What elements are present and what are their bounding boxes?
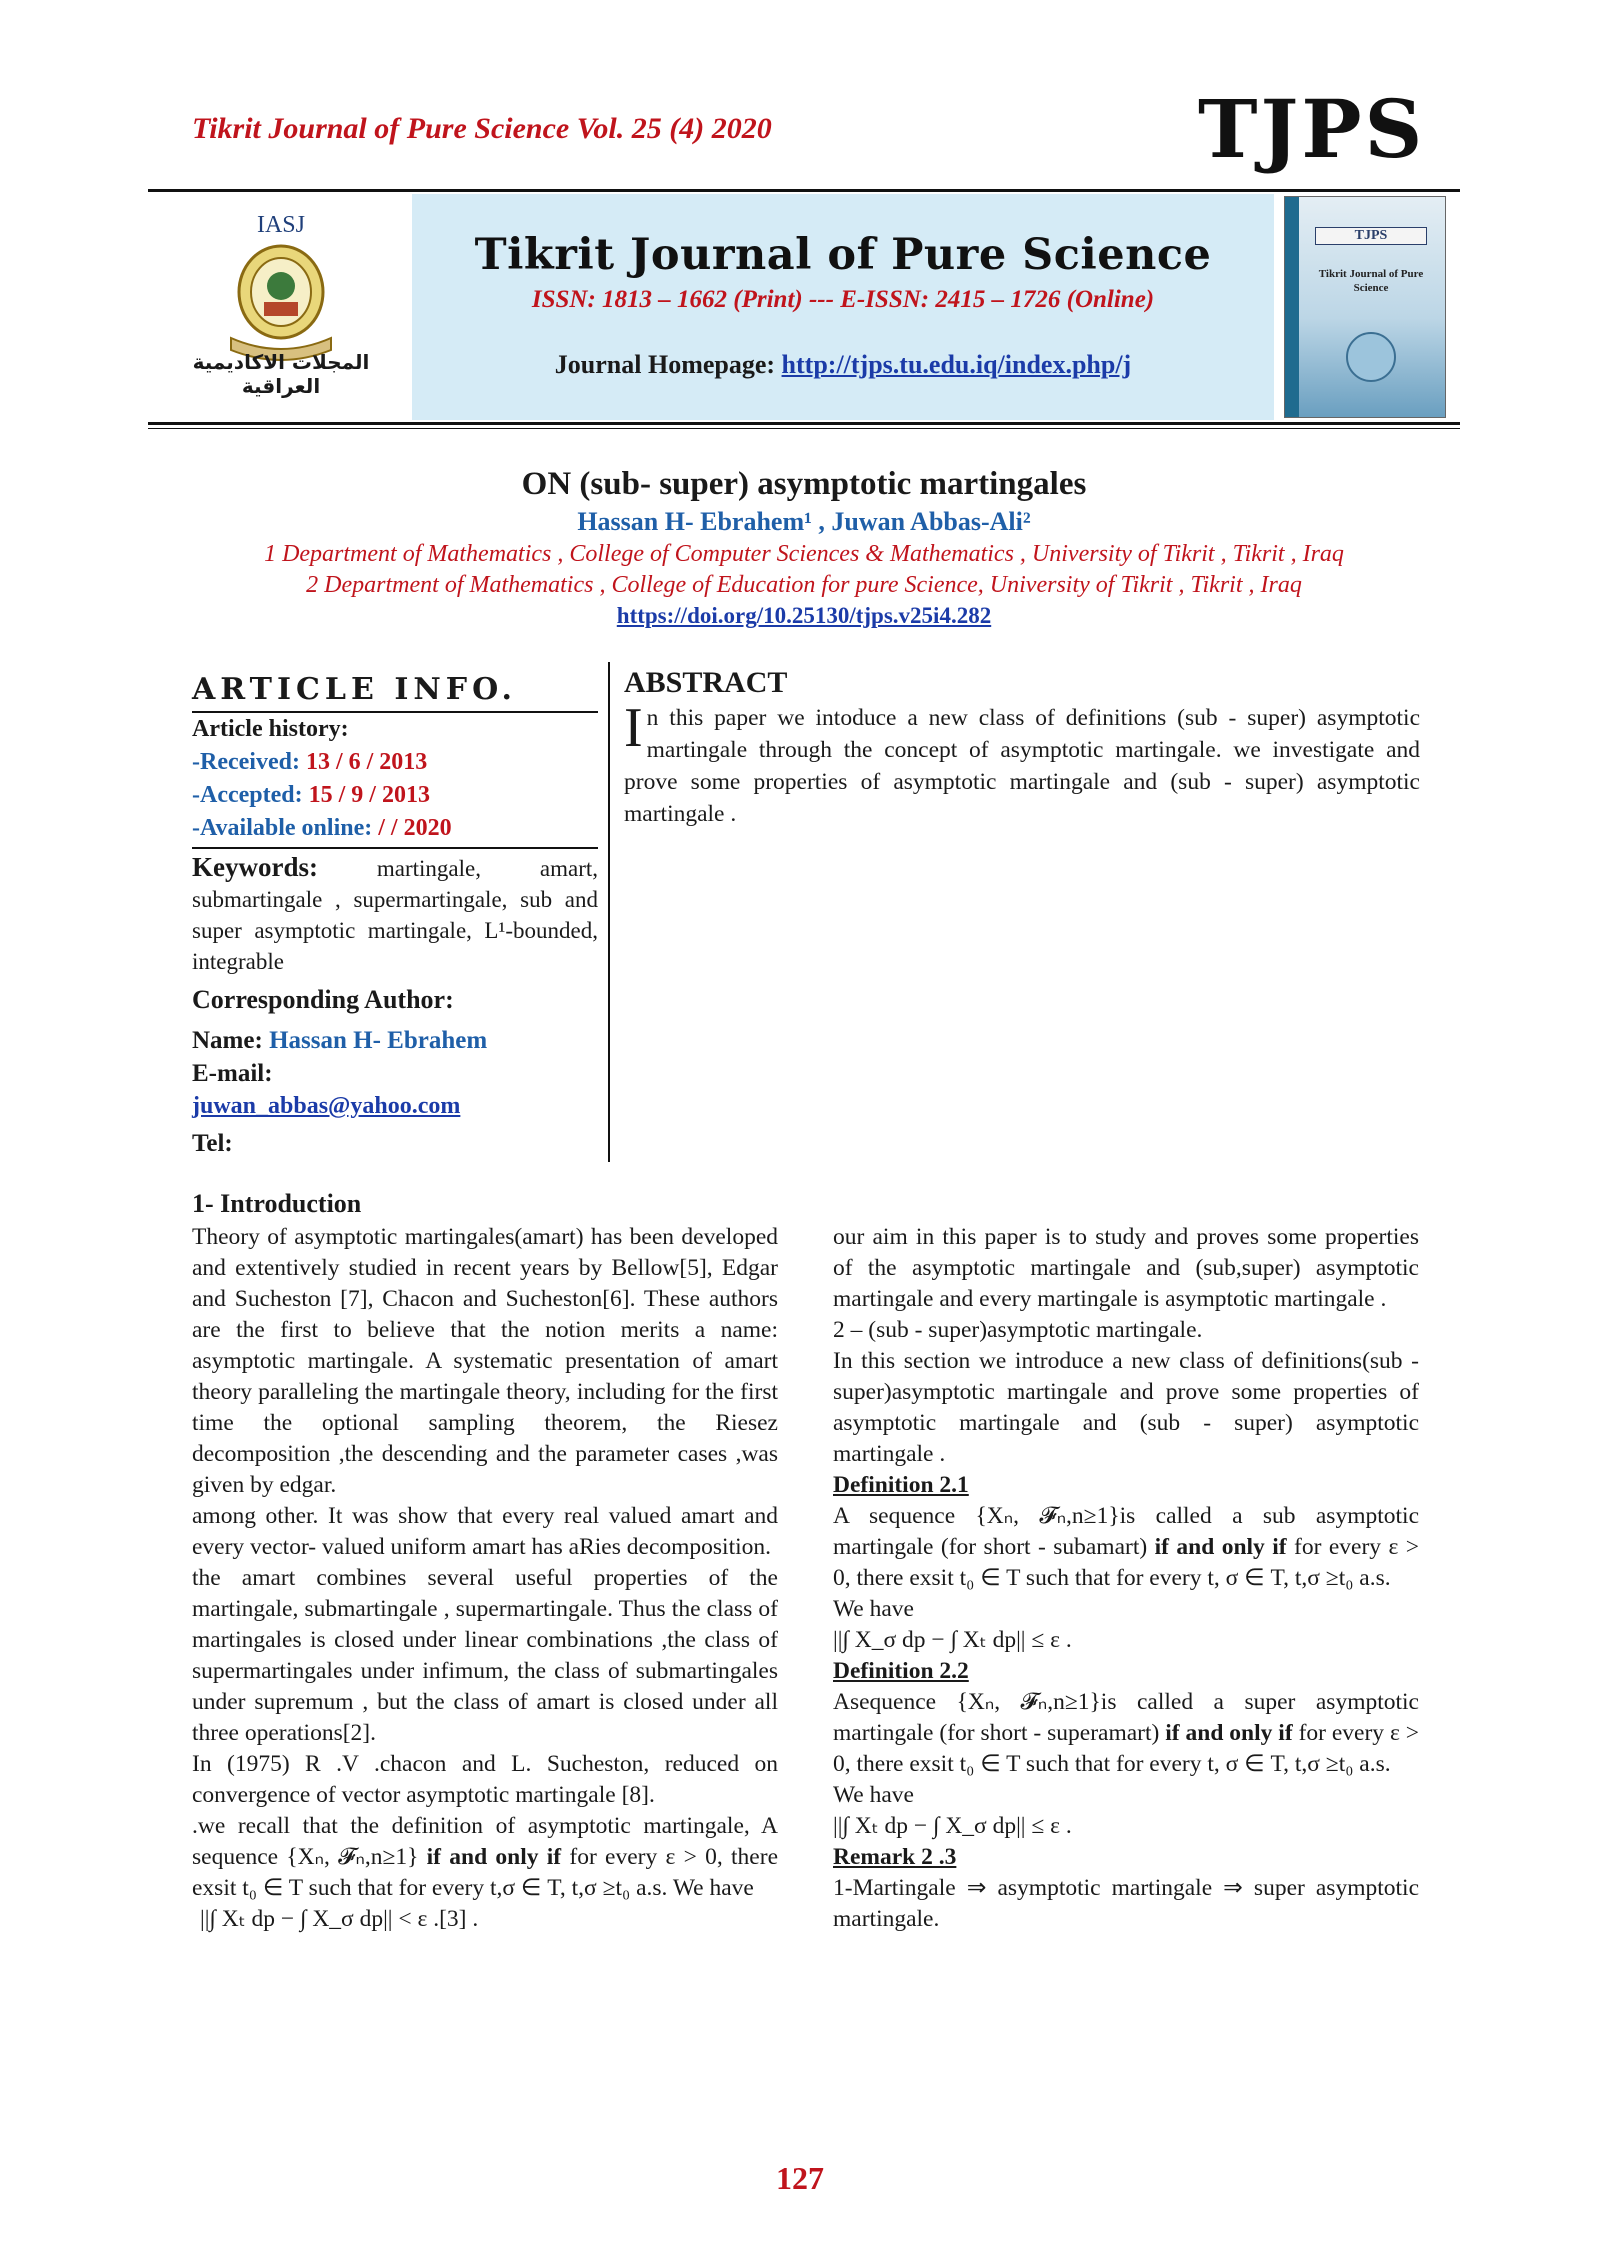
- definition-2-2-text: [833, 1687, 1419, 1780]
- online-row: [192, 815, 452, 842]
- keywords-label: Keywords:: [192, 852, 318, 882]
- we-have-text: We have: [833, 1782, 914, 1808]
- banner-title: Tikrit Journal of Pure Science: [474, 230, 1212, 280]
- accepted-row: [192, 782, 430, 809]
- banner-issn: ISSN: 1813 – 1662 (Print) --- E-ISSN: 2415 – 1726 (Online): [531, 286, 1155, 313]
- intro-paragraph: Theory of asymptotic martingales(amart) has been developed and extentively studied in recent years by Bellow[5], Edgar and Sucheston [7], Chacon and Sucheston[6]. These authors are the first to believe that the notion merits a name: asymptotic martingale. A systematic presentation of amart theory paralleling the martingale theory, including for the first time the optional sampling theorem, the Riesez decomposition ,the descending and the parameter cases ,was given by edgar.: [192, 1224, 778, 1498]
- online-value: / / 2020: [378, 815, 452, 841]
- journal-cover-image: [1284, 196, 1446, 418]
- definition-text: for every ε > 0, there exsit t₀ ∈ T such that for every t, σ ∈ T, t,σ ≥t₀ a.s.: [833, 1534, 1419, 1591]
- article-info-rule: [192, 711, 598, 713]
- accepted-value: 15 / 9 / 2013: [308, 782, 430, 808]
- doi: [148, 603, 1460, 629]
- abstract-heading: ABSTRACT: [624, 666, 788, 699]
- left-column: [192, 1222, 778, 1935]
- remark-2-3-heading: Remark 2 .3: [833, 1844, 957, 1870]
- abstract-text: n this paper we intoduce a new class of definitions (sub - super) asymptotic martingale through the concept of asymptotic martingale. we investigate and prove some properties of asymptotic martingale and (sub - super) asymptotic martingale .: [624, 705, 1420, 827]
- received-row: [192, 749, 427, 776]
- name-row: [192, 1027, 487, 1055]
- iasj-logo-label: IASJ: [256, 212, 305, 238]
- keywords-block: [192, 852, 598, 977]
- history-label: Article history:: [192, 716, 349, 742]
- intro-paragraph: among other. It was show that every real valued amart and every vector- valued uniform amart has aRies decomposition.: [192, 1503, 778, 1560]
- article-info-divider: [608, 662, 610, 1162]
- article-title: ON (sub- super) asymptotic martingales: [521, 466, 1087, 502]
- page-number: 127: [776, 2160, 824, 2196]
- abstract-body: [624, 697, 1420, 830]
- iff-bold: if and only if: [426, 1844, 562, 1870]
- homepage-label: Journal Homepage:: [554, 350, 782, 379]
- remark-2-3-text: 1-Martingale ⇒ asymptotic martingale ⇒ super asymptotic martingale.: [833, 1875, 1419, 1932]
- keywords-value: martingale, amart, submartingale , supermartingale, sub and super asymptotic martingale, L¹-bounded, integrable: [192, 856, 598, 974]
- intro-definition-text: .we recall that the definition of asymptotic martingale, A sequence {Xₙ, 𝓕ₙ,n≥1}: [192, 1813, 778, 1870]
- section-2-heading: 2 – (sub - super)asymptotic martingale.: [833, 1317, 1203, 1343]
- article-info-heading: ARTICLE INFO.: [192, 672, 517, 707]
- definition-text: Asequence {Xₙ, 𝓕ₙ,n≥1}is called a super asymptotic martingale (for short - superamart): [833, 1689, 1419, 1746]
- definition-text: A sequence {Xₙ, 𝓕ₙ,n≥1}is called a sub asymptotic martingale (for short - subamart): [833, 1503, 1419, 1560]
- iff-bold: if and only if: [1154, 1534, 1287, 1560]
- definition-2-1-formula: ||∫ X_σ dp − ∫ Xₜ dp|| ≤ ε .: [833, 1627, 1072, 1653]
- intro-definition-text: for every ε > 0, there exsit t₀ ∈ T such that for every t,σ ∈ T, t,σ ≥t₀ a.s. We have: [192, 1844, 778, 1901]
- definition-2-2-heading: Definition 2.2: [833, 1658, 969, 1684]
- banner-bottom-rule: [148, 422, 1460, 425]
- intro-formula: ||∫ Xₜ dp − ∫ X_σ dp|| < ε .[3] .: [200, 1906, 479, 1932]
- email-link[interactable]: juwan_abbas@yahoo.com: [192, 1093, 461, 1119]
- we-have-text: We have: [833, 1596, 914, 1622]
- name-value: Hassan H- Ebrahem: [269, 1027, 488, 1054]
- received-value: 13 / 6 / 2013: [305, 749, 428, 775]
- definition-2-2-formula: ||∫ Xₜ dp − ∫ X_σ dp|| ≤ ε .: [833, 1813, 1072, 1839]
- body-paragraph: In this section we introduce a new class of definitions(sub - super)asymptotic martingale and prove some properties of asymptotic martingale and (sub - super) asymptotic martingale .: [833, 1348, 1419, 1467]
- iff-bold: if and only if: [1165, 1720, 1293, 1746]
- keywords-rule: [192, 847, 598, 849]
- affiliation-2: 2 Department of Mathematics , College of Education for pure Science, University of Tikrit , Tikrit , Iraq: [306, 572, 1302, 598]
- article-authors: Hassan H- Ebrahem¹ , Juwan Abbas-Ali²: [577, 507, 1031, 536]
- intro-heading: 1- Introduction: [192, 1189, 362, 1218]
- abstract-dropcap: I: [624, 697, 643, 759]
- right-column: [833, 1222, 1419, 1935]
- tjps-logo-text: TJPS: [1198, 82, 1426, 176]
- body-paragraph: our aim in this paper is to study and proves some properties of the asymptotic martingale and (sub,super) asymptotic martingale and every martingale is asymptotic martingale .: [833, 1224, 1419, 1312]
- email-row: [192, 1093, 460, 1120]
- intro-paragraph: In (1975) R .V .chacon and L. Sucheston, reduced on convergence of vector asymptotic martingale [8].: [192, 1751, 778, 1808]
- intro-paragraph: [192, 1811, 778, 1904]
- name-label: Name:: [192, 1027, 270, 1054]
- cover-subtitle: Tikrit Journal of Pure Science: [1318, 268, 1424, 294]
- banner-homepage: [412, 350, 1274, 380]
- top-rule: [148, 189, 1460, 192]
- journal-running-head: Tikrit Journal of Pure Science Vol. 25 (4) 2020: [192, 112, 772, 145]
- definition-2-1-heading: Definition 2.1: [833, 1472, 969, 1498]
- banner-bottom-thin-rule: [148, 428, 1460, 429]
- definition-text: for every ε > 0, there exsit t₀ ∈ T such that for every t, σ ∈ T, t,σ ≥t₀ a.s.: [833, 1720, 1419, 1777]
- homepage-link[interactable]: http://tjps.tu.edu.iq/index.php/j: [781, 350, 1132, 379]
- online-label: -Available online:: [192, 815, 373, 841]
- tel-label: Tel:: [192, 1130, 233, 1157]
- corresponding-label: Corresponding Author:: [192, 985, 454, 1014]
- received-label: -Received:: [192, 749, 300, 775]
- doi-link[interactable]: https://doi.org/10.25130/tjps.v25i4.282: [616, 603, 992, 628]
- cover-title: TJPS: [1315, 227, 1427, 245]
- accepted-label: -Accepted:: [192, 782, 303, 808]
- iasj-arabic-label: المجلات الاكاديمية العراقية: [192, 350, 370, 398]
- affiliation-1: 1 Department of Mathematics , College of Computer Sciences & Mathematics , University of Tikrit , Tikrit , Iraq: [264, 541, 1344, 567]
- definition-2-1-text: [833, 1501, 1419, 1594]
- intro-paragraph: the amart combines several useful properties of the martingale, submartingale , supermartingale. Thus the class of martingales is closed under linear combinations ,the class of supermartingales under infimum, the class of submartingales under supremum , but the class of amart is closed under all three operations[2].: [192, 1565, 778, 1746]
- iasj-logo: [156, 212, 406, 398]
- email-label: E-mail:: [192, 1060, 273, 1087]
- cover-emblem-icon: [1331, 327, 1411, 387]
- cover-spine: [1285, 197, 1299, 417]
